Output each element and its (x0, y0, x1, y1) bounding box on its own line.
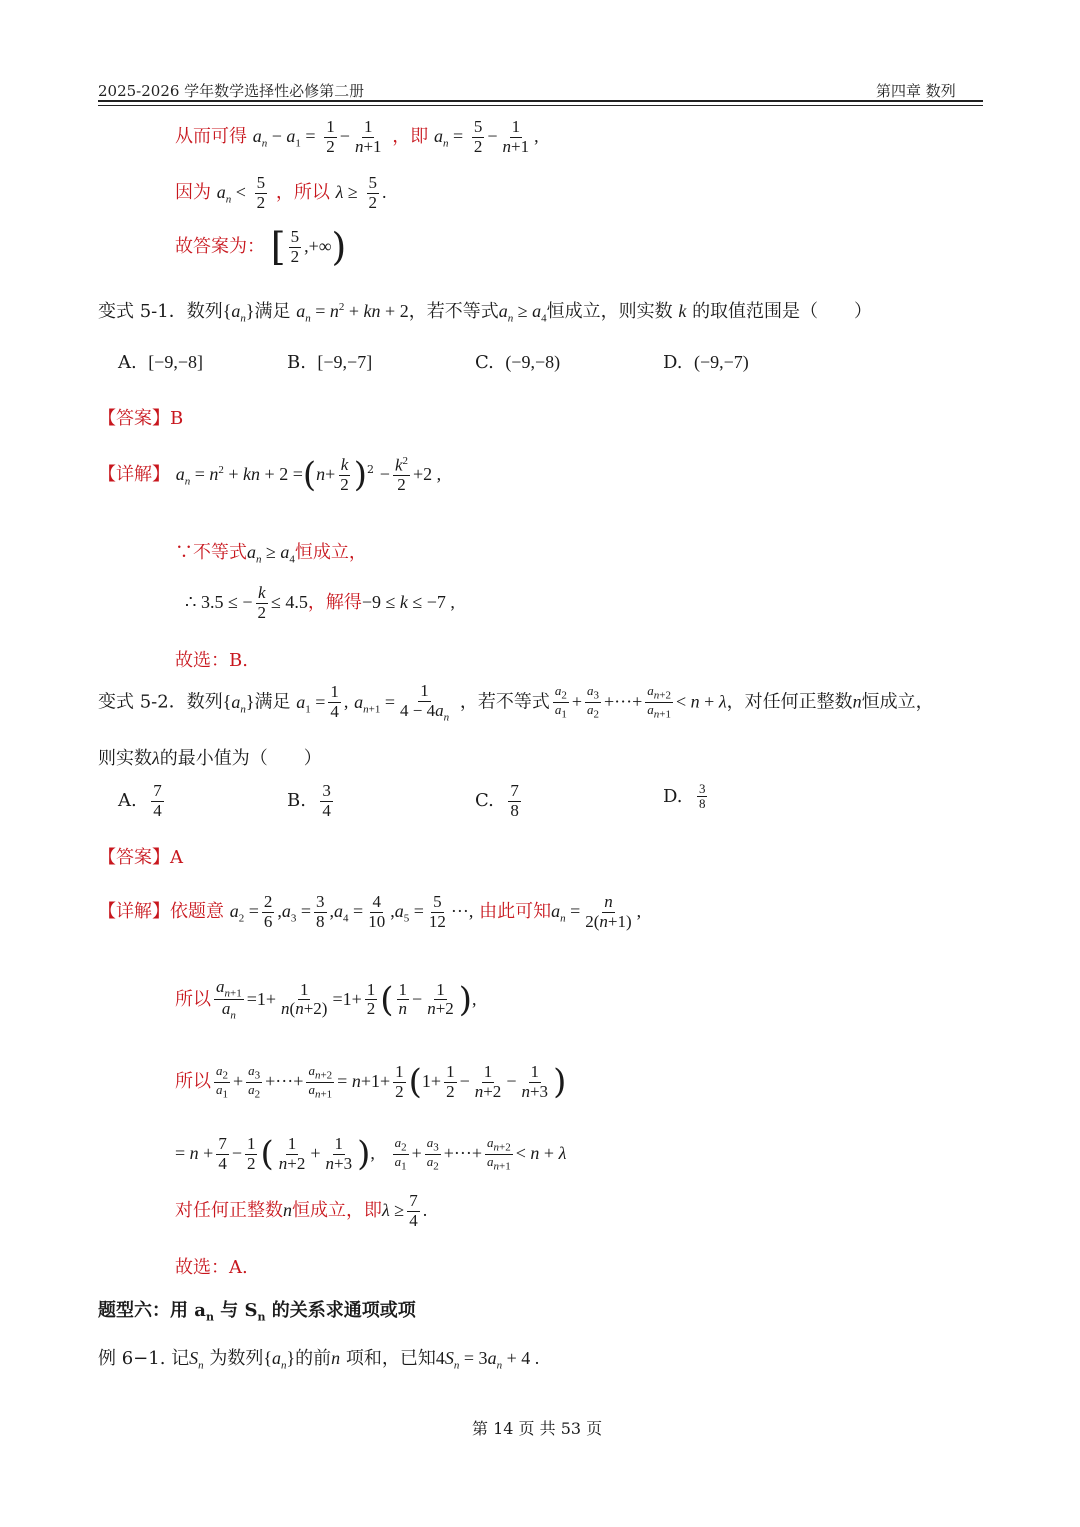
question-5-2: 变式 5-2．数列$\{a_n\}$满足 $a_1$ = $\frac{1}{4}$ , $a_{n+1}$ = $\frac{1}{4 - 4a_n}$ ，若不等式 $\frac{a_2}{a_1}$ + $\frac{a_3}{a_2}$ +···+ $\frac{a_{n+2}}{a_{n+1}}$ < n + λ，对任何正整数n恒成立， (98, 681, 934, 724)
because-line-5-1: ∵不等式$a_n \ge a_4$恒成立， (175, 542, 367, 566)
equals-line: = n + $\frac{7}{4}$ − $\frac{1}{2}$ ( $\frac{1}{n+2}$ + $\frac{1}{n+3}$ ), $\frac{a_2}{a_1}$ + $\frac{a_3}{a_2}$ +···+ $\frac{a_{n+2}}{a_{n+1}}$ < n + λ (175, 1134, 567, 1175)
section-title-6: 题型六：用 $a_n$ 与 $S_n$ 的关系求通项或项 (98, 1300, 416, 1324)
option-d-5-1[interactable]: D. (−9,−7) (663, 352, 749, 373)
detail-5-1: 【详解】 $a_n = n^2$ + kn + 2 =(n+ $\frac{k}{2}$ )$^2$ − $\frac{k^2}{2}$ +2 , (98, 454, 442, 496)
so-line-2: 所以 $\frac{a_2}{a_1}$ + $\frac{a_3}{a_2}$ +···+ $\frac{a_{n+2}}{a_{n+1}}$ = n+1+ $\frac{1}{2}$ (1+ $\frac{1}{2}$ − $\frac{1}{n+2}$ − $\frac{1}{n+3}$ ) (175, 1062, 567, 1103)
detail-5-2: 【详解】依题意 $a_2$ = $\frac{2}{6}$ $,a_3$ = $\frac{3}{8}$ $,a_4$ = $\frac{4}{10}$ $,a_5$ = $\frac{5}{12}$ ···, 由此可知$a_n$ = $\frac{n}{2(n+1)}$ , (98, 892, 642, 931)
choose-5-1: 故选：B. (175, 650, 248, 671)
option-c-5-1[interactable]: C. (−9,−8) (475, 352, 561, 373)
option-c-5-2[interactable]: C. $\frac{7}{8}$ (475, 781, 519, 820)
answer-5-2: 【答案】A (98, 847, 183, 868)
option-b-5-1[interactable]: B. [−9,−7] (287, 352, 373, 373)
option-b-5-2[interactable]: B. $\frac{3}{4}$ (287, 781, 331, 820)
example-6-1: 例 6−1. 记$S_n$ 为数列$\{a_n\}$的前n 项和，已知$4S_n = 3a_n + 4$ . (98, 1348, 540, 1372)
line-answer-range: 故答案为： [ $\frac{5}{2}$ ,+∞) (175, 225, 347, 270)
option-a-5-1[interactable]: A. [−9,−8] (118, 352, 203, 373)
question-5-2-line2: 则实数λ的最小值为（ ） (98, 748, 322, 769)
header-rule (98, 100, 983, 102)
question-5-1: 变式 5-1．数列$\{a_n\}$满足 $a_n = n^2$ + kn + 2，若不等式$a_n \ge a_4$恒成立，则实数 k 的取值范围是（ ） (98, 301, 873, 325)
answer-5-1: 【答案】B (98, 408, 184, 429)
option-a-5-2[interactable]: A. $\frac{7}{4}$ (118, 781, 162, 820)
option-d-5-2[interactable]: D. $\frac{3}{8}$ (663, 781, 706, 812)
choose-5-2: 故选：A. (175, 1257, 248, 1278)
final-line: 对任何正整数n恒成立，即λ ≥ $\frac{7}{4}$ . (175, 1191, 428, 1230)
header-rule-thin (98, 105, 983, 106)
page-footer: 第 14 页 共 53 页 (472, 1419, 603, 1438)
header-right: 第四章 数列 (876, 82, 956, 100)
therefore-line-5-1: ∴ 3.5 ≤ − $\frac{k}{2}$ ≤ 4.5，解得−9 ≤ k ≤ −7 , (185, 583, 455, 622)
line-an-minus-a1: 从而可得 $a_n - a_1$ = $\frac{1}{2}$ − $\frac{1}{n+1}$ ，即 $a_n$ = $\frac{5}{2}$ − $\frac{1}{n+1}$ , (175, 117, 539, 156)
header-left: 2025-2026 学年数学选择性必修第二册 (98, 82, 365, 100)
so-line-1: 所以 $\frac{a_{n+1}}{a_n}$ =1+ $\frac{1}{n(n+2)}$ =1+ $\frac{1}{2}$ ( $\frac{1}{n}$ − $\frac{1}{n+2}$ ), (175, 977, 477, 1022)
line-because: 因为 $a_n$ < $\frac{5}{2}$ ，所以 λ ≥ $\frac{5}{2}$ . (175, 173, 387, 212)
